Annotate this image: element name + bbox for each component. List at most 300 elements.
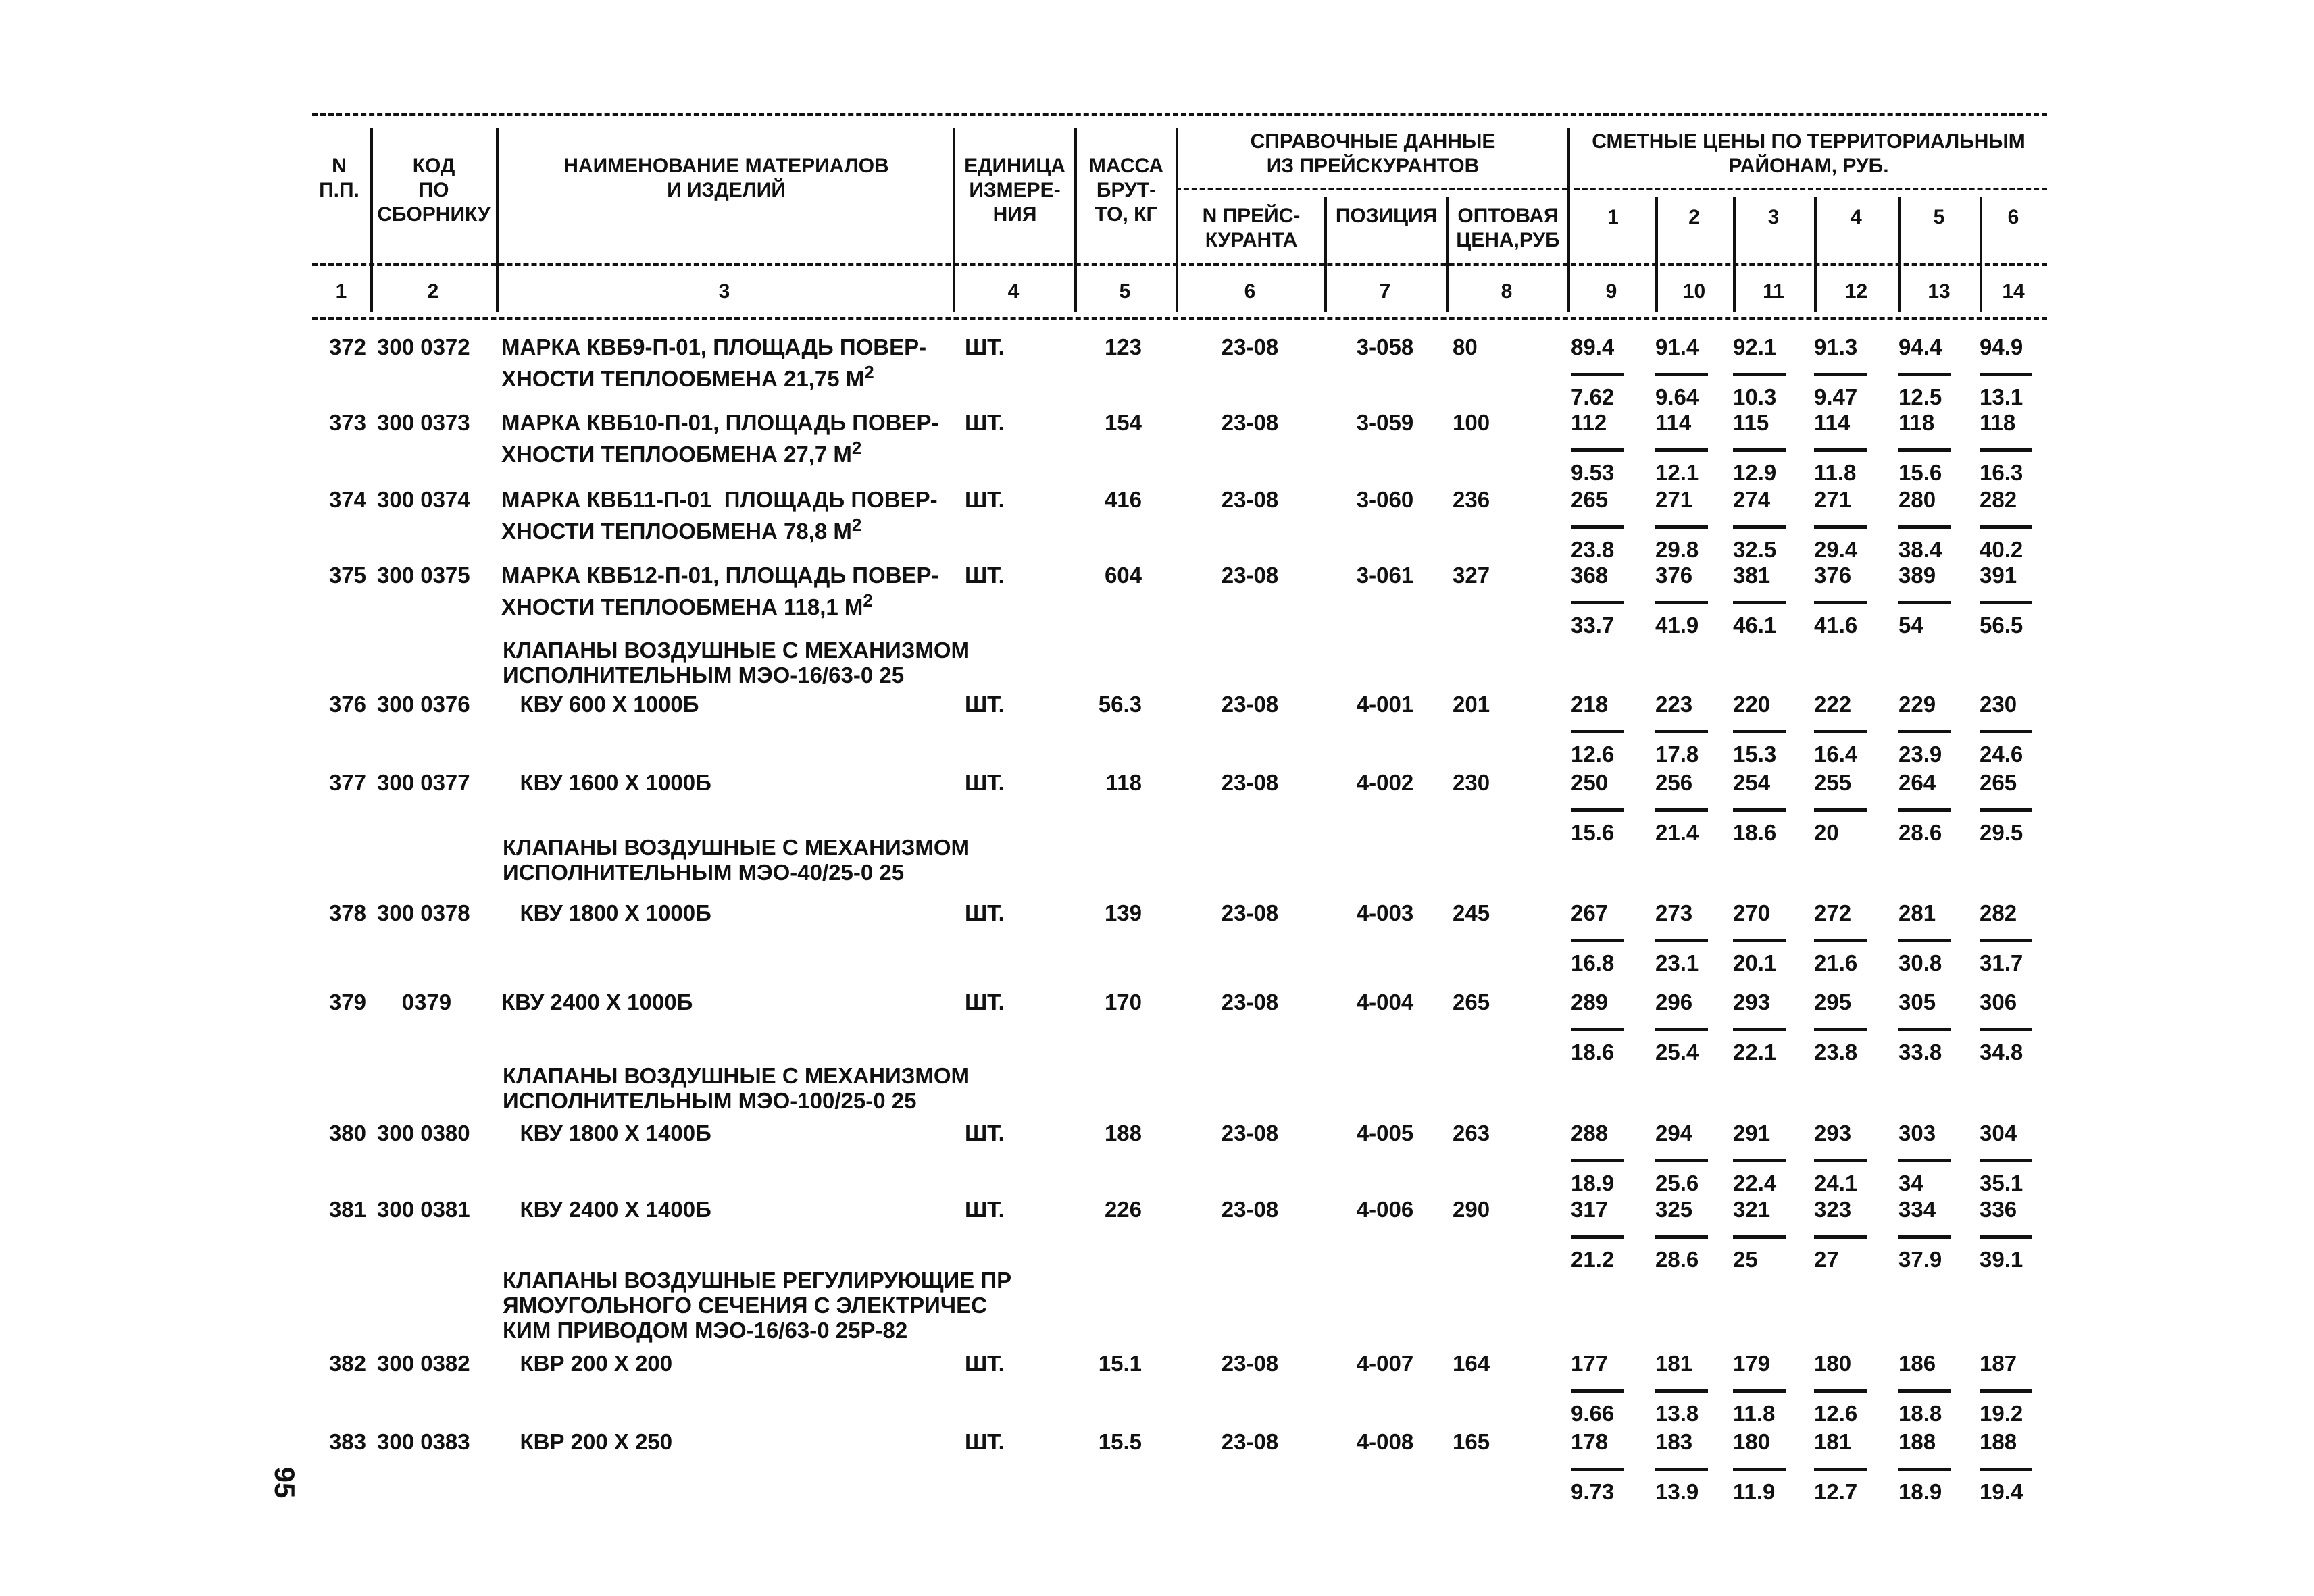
price-top: 91.4 xyxy=(1655,334,1699,359)
price-top: 118 xyxy=(1980,410,2016,435)
price-bottom: 39.1 xyxy=(1980,1247,2023,1272)
top-rule xyxy=(312,113,2047,116)
price-bottom: 28.6 xyxy=(1898,820,1942,845)
header-region-number: 1 xyxy=(1607,206,1619,228)
price-bottom: 21.4 xyxy=(1655,820,1699,845)
price-top: 317 xyxy=(1571,1197,1609,1222)
price-top: 295 xyxy=(1814,989,1852,1014)
price-bottom: 16.3 xyxy=(1980,460,2023,485)
row-pricelist: 23-08 xyxy=(1221,334,1279,359)
row-position: 4-006 xyxy=(1356,1197,1414,1222)
fraction-bar xyxy=(1898,939,1951,942)
price-top: 118 xyxy=(1898,410,1935,435)
price-bottom: 12.1 xyxy=(1655,460,1699,485)
row-position: 3-060 xyxy=(1356,487,1414,512)
row-pricelist: 23-08 xyxy=(1221,563,1279,588)
price-top: 223 xyxy=(1655,692,1693,717)
fraction-bar xyxy=(1980,1159,2032,1162)
price-top: 273 xyxy=(1655,900,1693,925)
row-code: 300 0374 xyxy=(377,487,470,512)
row-mass: 15.1 xyxy=(1098,1351,1142,1376)
header-col-name: И ИЗДЕЛИЙ xyxy=(667,179,786,201)
section-heading: КЛАПАНЫ ВОЗДУШНЫЕ С МЕХАНИЗМОМ xyxy=(503,638,970,663)
section-heading: ИСПОЛНИТЕЛЬНЫМ МЭО-40/25-0 25 xyxy=(503,860,905,885)
price-top: 186 xyxy=(1898,1351,1936,1376)
header-col-code: КОД xyxy=(412,155,455,177)
price-top: 282 xyxy=(1980,487,2017,512)
price-bottom: 35.1 xyxy=(1980,1170,2023,1195)
price-bottom: 27 xyxy=(1814,1247,1839,1272)
price-bottom: 33.8 xyxy=(1898,1039,1942,1064)
price-top: 304 xyxy=(1980,1121,2017,1145)
section-heading: КЛАПАНЫ ВОЗДУШНЫЕ С МЕХАНИЗМОМ xyxy=(503,1063,970,1088)
row-number: 381 xyxy=(328,1197,366,1222)
fraction-bar xyxy=(1980,448,2032,452)
fraction-bar xyxy=(1733,730,1786,733)
row-unit: ШТ. xyxy=(965,487,1005,512)
price-top: 177 xyxy=(1571,1351,1609,1376)
row-wholesale-price: 201 xyxy=(1453,692,1490,717)
fraction-bar xyxy=(1980,373,2032,376)
price-top: 303 xyxy=(1898,1121,1936,1145)
price-top: 381 xyxy=(1733,563,1771,588)
row-code: 0379 xyxy=(377,989,452,1014)
row-position: 4-002 xyxy=(1356,770,1414,795)
price-bottom: 23.8 xyxy=(1814,1039,1858,1064)
price-bottom: 25.4 xyxy=(1655,1039,1699,1064)
price-top: 218 xyxy=(1571,692,1609,717)
fraction-bar xyxy=(1898,373,1951,376)
fraction-bar xyxy=(1980,939,2032,942)
price-bottom: 16.8 xyxy=(1571,950,1615,975)
row-name: КВУ 600 Х 1000Б xyxy=(501,692,699,717)
price-bottom: 33.7 xyxy=(1571,613,1615,638)
price-bottom: 18.8 xyxy=(1898,1401,1942,1426)
row-position: 4-005 xyxy=(1356,1121,1414,1145)
header-col-code: ПО xyxy=(418,179,449,201)
price-top: 274 xyxy=(1733,487,1771,512)
header-col-wholesale: ОПТОВАЯ xyxy=(1457,205,1559,227)
price-bottom: 12.7 xyxy=(1814,1479,1858,1504)
fraction-bar xyxy=(1571,730,1624,733)
price-top: 250 xyxy=(1571,770,1609,795)
price-bottom: 31.7 xyxy=(1980,950,2023,975)
header-col-mass: БРУТ- xyxy=(1096,179,1157,201)
row-pricelist: 23-08 xyxy=(1221,900,1279,925)
fraction-bar xyxy=(1814,1235,1867,1239)
price-top: 265 xyxy=(1571,487,1609,512)
row-name: КВУ 2400 Х 1000Б xyxy=(501,989,693,1014)
row-wholesale-price: 245 xyxy=(1453,900,1490,925)
row-name: МАРКА КВБ12-П-01, ПЛОЩАДЬ ПОВЕР- xyxy=(501,563,939,588)
row-wholesale-price: 263 xyxy=(1453,1121,1490,1145)
fraction-bar xyxy=(1814,1468,1867,1471)
price-bottom: 38.4 xyxy=(1898,537,1942,562)
price-bottom: 13.1 xyxy=(1980,384,2023,409)
row-position: 4-003 xyxy=(1356,900,1414,925)
row-position: 4-001 xyxy=(1356,692,1414,717)
fraction-bar xyxy=(1733,601,1786,604)
row-number: 373 xyxy=(328,410,366,435)
header-column-number: 10 xyxy=(1682,280,1706,303)
fraction-bar xyxy=(1571,1159,1624,1162)
price-top: 89.4 xyxy=(1571,334,1615,359)
fraction-bar xyxy=(1571,939,1624,942)
price-bottom: 22.4 xyxy=(1733,1170,1777,1195)
price-top: 336 xyxy=(1980,1197,2017,1222)
price-bottom: 13.8 xyxy=(1655,1401,1699,1426)
price-bottom: 24.1 xyxy=(1814,1170,1858,1195)
price-top: 114 xyxy=(1814,410,1851,435)
header-col-unit: ЕДИНИЦА xyxy=(964,155,1065,177)
header-ref-group: ИЗ ПРЕЙСКУРАНТОВ xyxy=(1266,155,1480,177)
fraction-bar xyxy=(1733,939,1786,942)
price-bottom: 12.6 xyxy=(1571,742,1615,767)
header-ref-group: СПРАВОЧНЫЕ ДАННЫЕ xyxy=(1250,130,1496,153)
row-pricelist: 23-08 xyxy=(1221,1197,1279,1222)
price-top: 291 xyxy=(1733,1121,1771,1145)
row-pricelist: 23-08 xyxy=(1221,487,1279,512)
fraction-bar xyxy=(1980,1028,2032,1031)
fraction-bar xyxy=(1980,601,2032,604)
section-heading: ИСПОЛНИТЕЛЬНЫМ МЭО-100/25-0 25 xyxy=(503,1088,917,1113)
fraction-bar xyxy=(1733,1028,1786,1031)
price-top: 321 xyxy=(1733,1197,1771,1222)
row-wholesale-price: 265 xyxy=(1453,989,1490,1014)
row-code: 300 0382 xyxy=(377,1351,470,1376)
price-top: 94.9 xyxy=(1980,334,2023,359)
row-number: 375 xyxy=(328,563,366,588)
row-name: КВУ 1800 Х 1000Б xyxy=(501,900,711,925)
price-top: 180 xyxy=(1814,1351,1852,1376)
price-bottom: 23.9 xyxy=(1898,742,1942,767)
price-bottom: 9.64 xyxy=(1655,384,1699,409)
header-col-position: ПОЗИЦИЯ xyxy=(1335,205,1438,227)
header-region-number: 3 xyxy=(1767,206,1780,228)
row-name: КВУ 2400 Х 1400Б xyxy=(501,1197,711,1222)
row-code: 300 0381 xyxy=(377,1197,470,1222)
price-bottom: 41.9 xyxy=(1655,613,1699,638)
row-unit: ШТ. xyxy=(965,1121,1005,1145)
price-bottom: 25.6 xyxy=(1655,1170,1699,1195)
row-code: 300 0375 xyxy=(377,563,470,588)
price-bottom: 11.8 xyxy=(1733,1401,1776,1426)
row-position: 4-004 xyxy=(1356,989,1414,1014)
fraction-bar xyxy=(1733,1389,1786,1393)
row-pricelist: 23-08 xyxy=(1221,410,1279,435)
fraction-bar xyxy=(1655,808,1708,812)
price-bottom: 13.9 xyxy=(1655,1479,1699,1504)
header-column-number: 1 xyxy=(335,280,347,303)
price-top: 114 xyxy=(1655,410,1692,435)
price-top: 293 xyxy=(1733,989,1771,1014)
fraction-bar xyxy=(1980,525,2032,529)
header-column-number: 12 xyxy=(1844,280,1868,303)
price-top: 306 xyxy=(1980,989,2017,1014)
header-region-number: 5 xyxy=(1933,206,1945,228)
price-bottom: 29.5 xyxy=(1980,820,2023,845)
header-col-mass: МАССА xyxy=(1088,155,1164,177)
row-name: КВУ 1600 Х 1000Б xyxy=(501,770,711,795)
price-bottom: 12.6 xyxy=(1814,1401,1858,1426)
header-col-pricelist: КУРАНТА xyxy=(1205,229,1298,251)
price-bottom: 18.6 xyxy=(1571,1039,1615,1064)
price-bottom: 28.6 xyxy=(1655,1247,1699,1272)
fraction-bar xyxy=(1980,730,2032,733)
fraction-bar xyxy=(1814,730,1867,733)
row-mass: 416 xyxy=(1104,487,1142,512)
row-number: 377 xyxy=(328,770,366,795)
price-bottom: 19.4 xyxy=(1980,1479,2023,1504)
fraction-bar xyxy=(1898,1389,1951,1393)
price-bottom: 11.8 xyxy=(1814,460,1857,485)
row-name: МАРКА КВБ9-П-01, ПЛОЩАДЬ ПОВЕР- xyxy=(501,334,927,359)
section-heading: ЯМОУГОЛЬНОГО СЕЧЕНИЯ С ЭЛЕКТРИЧЕС xyxy=(503,1293,987,1318)
fraction-bar xyxy=(1655,601,1708,604)
price-top: 256 xyxy=(1655,770,1693,795)
fraction-bar xyxy=(1814,601,1867,604)
row-unit: ШТ. xyxy=(965,334,1005,359)
price-bottom: 15.6 xyxy=(1571,820,1615,845)
fraction-bar xyxy=(1655,1389,1708,1393)
price-top: 230 xyxy=(1980,692,2017,717)
row-name: ХНОСТИ ТЕПЛООБМЕНА 78,8 $М^2$ xyxy=(501,515,862,544)
row-mass: 188 xyxy=(1104,1121,1142,1145)
fraction-bar xyxy=(1814,448,1867,452)
row-number: 378 xyxy=(328,900,366,925)
price-bottom: 18.6 xyxy=(1733,820,1777,845)
price-bottom: 34 xyxy=(1898,1170,1923,1195)
price-top: 296 xyxy=(1655,989,1693,1014)
row-number: 374 xyxy=(328,487,366,512)
header-column-number: 13 xyxy=(1928,280,1951,303)
price-bottom: 18.9 xyxy=(1898,1479,1942,1504)
row-number: 382 xyxy=(328,1351,366,1376)
price-bottom: 30.8 xyxy=(1898,950,1942,975)
section-heading: КЛАПАНЫ ВОЗДУШНЫЕ РЕГУЛИРУЮЩИЕ ПР xyxy=(503,1268,1012,1293)
fraction-bar xyxy=(1980,1468,2032,1471)
price-top: 112 xyxy=(1571,410,1607,435)
fraction-bar xyxy=(1655,448,1708,452)
fraction-bar xyxy=(1655,373,1708,376)
row-position: 4-008 xyxy=(1356,1429,1414,1454)
price-bottom: 9.47 xyxy=(1814,384,1858,409)
row-mass: 139 xyxy=(1104,900,1142,925)
price-top: 272 xyxy=(1814,900,1852,925)
page-number: 95 xyxy=(269,1466,301,1499)
fraction-bar xyxy=(1814,1159,1867,1162)
price-top: 267 xyxy=(1571,900,1609,925)
row-number: 380 xyxy=(328,1121,366,1145)
row-mass: 170 xyxy=(1104,989,1142,1014)
row-unit: ШТ. xyxy=(965,410,1005,435)
fraction-bar xyxy=(1655,525,1708,529)
price-top: 115 xyxy=(1733,410,1769,435)
header-column-number: 4 xyxy=(1007,280,1020,303)
fraction-bar xyxy=(1571,1468,1624,1471)
price-top: 289 xyxy=(1571,989,1609,1014)
price-bottom: 15.6 xyxy=(1898,460,1942,485)
row-mass: 118 xyxy=(1105,770,1142,795)
header-col-unit: ИЗМЕРЕ- xyxy=(969,179,1061,201)
price-bottom: 7.62 xyxy=(1571,384,1615,409)
price-top: 255 xyxy=(1814,770,1852,795)
price-top: 187 xyxy=(1980,1351,2017,1376)
row-unit: ШТ. xyxy=(965,563,1005,588)
fraction-bar xyxy=(1733,1468,1786,1471)
fraction-bar xyxy=(1733,373,1786,376)
price-bottom: 37.9 xyxy=(1898,1247,1942,1272)
price-bottom: 46.1 xyxy=(1733,613,1777,638)
row-mass: 154 xyxy=(1104,410,1142,435)
row-pricelist: 23-08 xyxy=(1221,692,1279,717)
price-top: 281 xyxy=(1898,900,1936,925)
fraction-bar xyxy=(1980,808,2032,812)
row-unit: ШТ. xyxy=(965,989,1005,1014)
header-col-mass: ТО, КГ xyxy=(1095,203,1158,226)
row-unit: ШТ. xyxy=(965,692,1005,717)
fraction-bar xyxy=(1571,525,1624,529)
price-bottom: 10.3 xyxy=(1733,384,1777,409)
row-unit: ШТ. xyxy=(965,1351,1005,1376)
price-bottom: 9.53 xyxy=(1571,460,1615,485)
price-top: 220 xyxy=(1733,692,1771,717)
header-column-number: 8 xyxy=(1501,280,1513,303)
price-bottom: 25 xyxy=(1733,1247,1758,1272)
header-column-number: 3 xyxy=(718,280,730,303)
row-position: 4-007 xyxy=(1356,1351,1414,1376)
header-price-group: РАЙОНАМ, РУБ. xyxy=(1728,155,1889,177)
price-top: 229 xyxy=(1898,692,1936,717)
row-pricelist: 23-08 xyxy=(1221,770,1279,795)
fraction-bar xyxy=(1898,525,1951,529)
price-top: 180 xyxy=(1733,1429,1771,1454)
price-bottom: 29.8 xyxy=(1655,537,1699,562)
header-region-number: 6 xyxy=(2007,206,2019,228)
price-top: 265 xyxy=(1980,770,2017,795)
row-wholesale-price: 327 xyxy=(1453,563,1490,588)
price-bottom: 15.3 xyxy=(1733,742,1777,767)
price-bottom: 12.9 xyxy=(1733,460,1777,485)
row-code: 300 0377 xyxy=(377,770,470,795)
row-unit: ШТ. xyxy=(965,770,1005,795)
header-bottom-rule xyxy=(312,317,2047,320)
header-column-number: 2 xyxy=(427,280,439,303)
header-column-number: 11 xyxy=(1763,280,1784,303)
price-top: 376 xyxy=(1655,563,1693,588)
row-unit: ШТ. xyxy=(965,1429,1005,1454)
price-bottom: 9.66 xyxy=(1571,1401,1615,1426)
row-position: 3-058 xyxy=(1356,334,1414,359)
fraction-bar xyxy=(1655,1468,1708,1471)
price-bottom: 22.1 xyxy=(1733,1039,1777,1064)
row-code: 300 0378 xyxy=(377,900,470,925)
header-col-wholesale: ЦЕНА,РУБ xyxy=(1456,229,1560,251)
price-bottom: 32.5 xyxy=(1733,537,1777,562)
fraction-bar xyxy=(1898,448,1951,452)
header-col-num: N xyxy=(332,155,347,177)
fraction-bar xyxy=(1571,1235,1624,1239)
row-mass: 15.5 xyxy=(1098,1429,1142,1454)
fraction-bar xyxy=(1733,525,1786,529)
price-top: 183 xyxy=(1655,1429,1693,1454)
price-top: 264 xyxy=(1898,770,1936,795)
price-bottom: 41.6 xyxy=(1814,613,1858,638)
row-code: 300 0372 xyxy=(377,334,470,359)
header-col-pricelist: N ПРЕЙС- xyxy=(1202,205,1301,227)
price-bottom: 19.2 xyxy=(1980,1401,2023,1426)
price-bottom: 21.2 xyxy=(1571,1247,1615,1272)
fraction-bar xyxy=(1571,373,1624,376)
fraction-bar xyxy=(1980,1235,2032,1239)
fraction-bar xyxy=(1733,1159,1786,1162)
header-col-name: НАИМЕНОВАНИЕ МАТЕРИАЛОВ xyxy=(563,155,889,177)
row-name: ХНОСТИ ТЕПЛООБМЕНА 27,7 $М^2$ xyxy=(501,438,862,467)
superscript: 2 xyxy=(851,438,862,458)
price-bottom: 23.8 xyxy=(1571,537,1615,562)
price-bottom: 20.1 xyxy=(1733,950,1777,975)
price-bottom: 11.9 xyxy=(1733,1479,1776,1504)
price-top: 181 xyxy=(1814,1429,1852,1454)
fraction-bar xyxy=(1814,525,1867,529)
row-name: МАРКА КВБ11-П-01 ПЛОЩАДЬ ПОВЕР- xyxy=(501,487,938,512)
fraction-bar xyxy=(1733,808,1786,812)
fraction-bar xyxy=(1898,1468,1951,1471)
row-mass: 123 xyxy=(1104,334,1142,359)
price-top: 188 xyxy=(1980,1429,2017,1454)
fraction-bar xyxy=(1655,1159,1708,1162)
fraction-bar xyxy=(1814,373,1867,376)
price-bottom: 29.4 xyxy=(1814,537,1858,562)
price-bottom: 24.6 xyxy=(1980,742,2023,767)
price-bottom: 18.9 xyxy=(1571,1170,1615,1195)
price-top: 91.3 xyxy=(1814,334,1858,359)
row-mass: 56.3 xyxy=(1098,692,1142,717)
fraction-bar xyxy=(1898,1235,1951,1239)
section-heading: КЛАПАНЫ ВОЗДУШНЫЕ С МЕХАНИЗМОМ xyxy=(503,835,970,860)
price-top: 323 xyxy=(1814,1197,1852,1222)
fraction-bar xyxy=(1571,601,1624,604)
row-code: 300 0376 xyxy=(377,692,470,717)
row-unit: ШТ. xyxy=(965,900,1005,925)
row-pricelist: 23-08 xyxy=(1221,1351,1279,1376)
fraction-bar xyxy=(1814,1028,1867,1031)
header-region-number: 2 xyxy=(1688,206,1700,228)
price-top: 294 xyxy=(1655,1121,1693,1145)
header-price-group: СМЕТНЫЕ ЦЕНЫ ПО ТЕРРИТОРИАЛЬНЫМ xyxy=(1592,130,2026,153)
fraction-bar xyxy=(1655,1028,1708,1031)
price-bottom: 17.8 xyxy=(1655,742,1699,767)
price-top: 254 xyxy=(1733,770,1771,795)
header-col-num: П.П. xyxy=(319,179,359,201)
header-column-number: 7 xyxy=(1379,280,1391,303)
price-top: 368 xyxy=(1571,563,1609,588)
fraction-bar xyxy=(1898,730,1951,733)
fraction-bar xyxy=(1655,1235,1708,1239)
price-top: 293 xyxy=(1814,1121,1852,1145)
row-code: 300 0383 xyxy=(377,1429,470,1454)
row-number: 383 xyxy=(328,1429,366,1454)
price-bottom: 34.8 xyxy=(1980,1039,2023,1064)
header-subrule xyxy=(312,263,2047,266)
row-unit: ШТ. xyxy=(965,1197,1005,1222)
price-bottom: 54 xyxy=(1898,613,1923,638)
fraction-bar xyxy=(1898,601,1951,604)
fraction-bar xyxy=(1571,1389,1624,1393)
row-mass: 604 xyxy=(1104,563,1142,588)
price-top: 179 xyxy=(1733,1351,1771,1376)
row-name: МАРКА КВБ10-П-01, ПЛОЩАДЬ ПОВЕР- xyxy=(501,410,939,435)
